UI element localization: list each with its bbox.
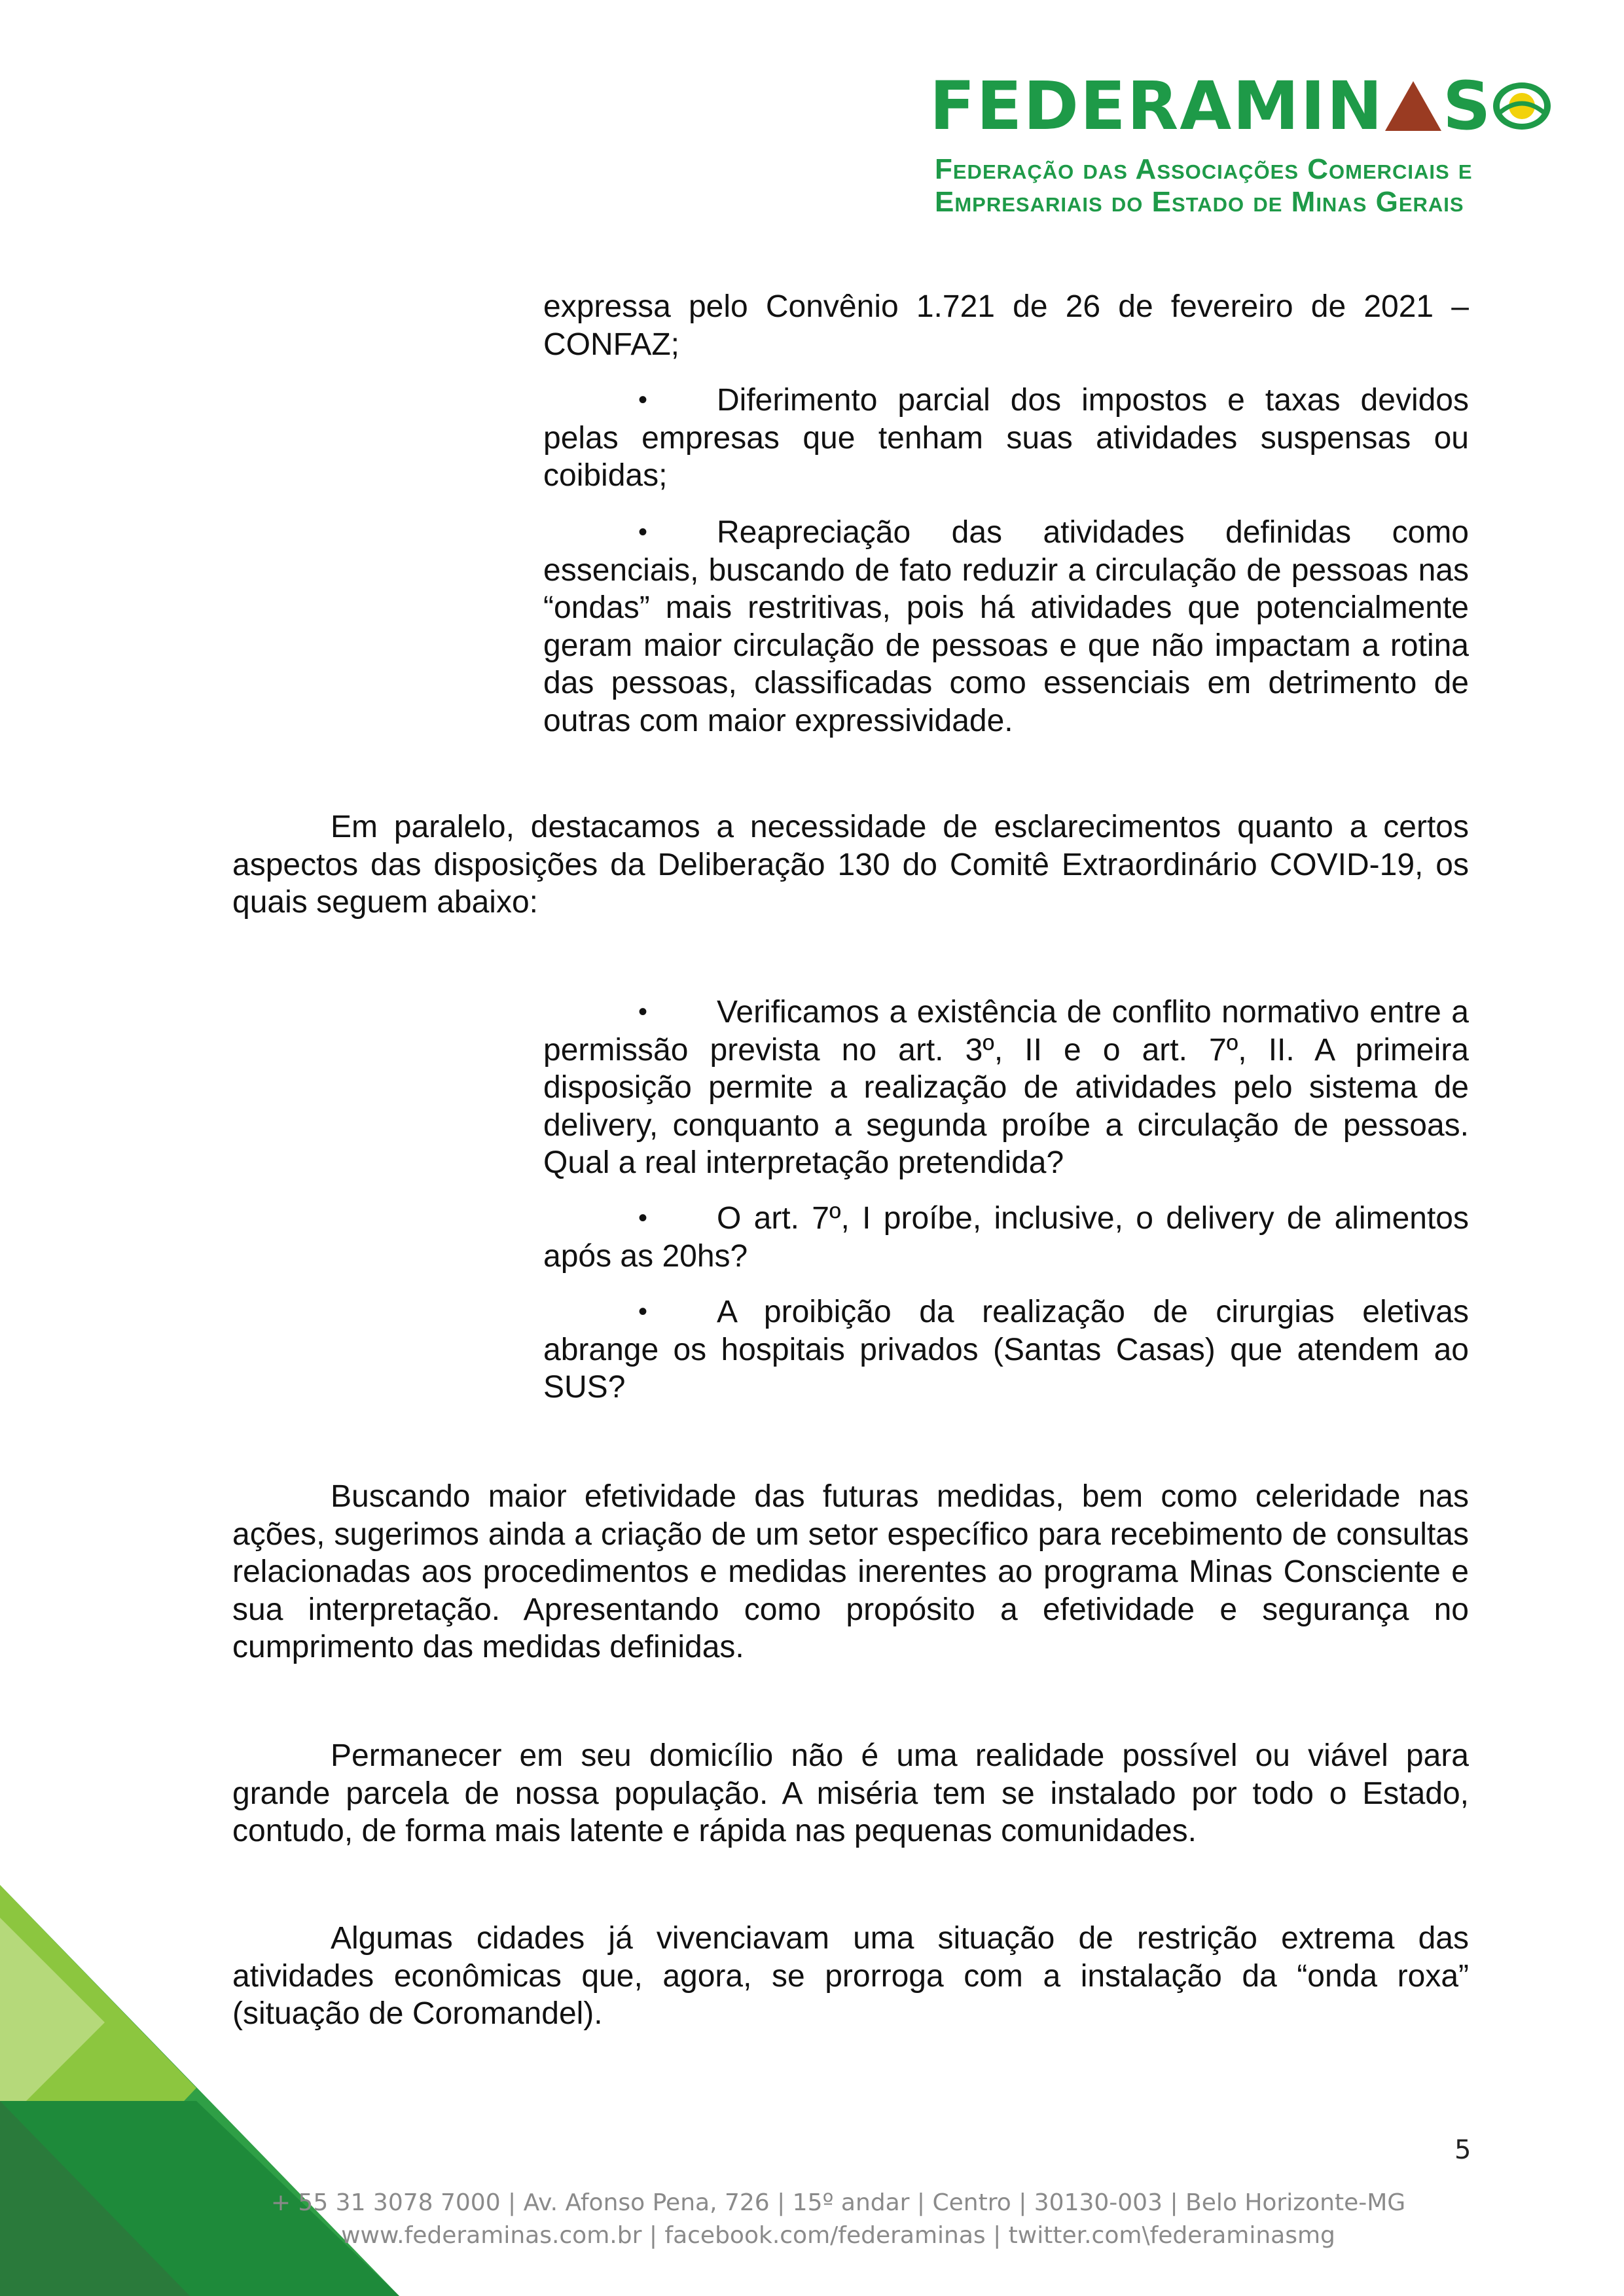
- paragraph-permanecer: Permanecer em seu domicílio não é uma realidade possível ou viável para grande parcela de nossa população. A miséria tem se instalado por todo o Estado, contudo, de forma mais latente e rápida nas pequenas comunidades.: [232, 1738, 1469, 1848]
- bullet-icon: •: [638, 1297, 648, 1326]
- logo-subtitle-line1: Federação das Associações Comerciais e: [935, 153, 1473, 185]
- bullet-icon: •: [638, 518, 648, 547]
- footer-web-links: www.federaminas.com.br | facebook.com/federaminas | twitter.com\federaminasmg: [341, 2222, 1335, 2249]
- paragraph-confaz: expressa pelo Convênio 1.721 de 26 de fevereiro de 2021 – CONFAZ;: [543, 289, 1469, 362]
- logo-wordmark: [929, 67, 1552, 145]
- bullet-icon: •: [638, 386, 648, 414]
- bullet-elective-surgery: A proibição da realização de cirurgias eletivas abrange os hospitais privados (Santas Casas) que atendem ao SUS?: [543, 1295, 1469, 1405]
- paragraph-em-paralelo: Em paralelo, destacamos a necessidade de esclarecimentos quanto a certos aspectos das disposições da Deliberação 130 do Comitê Extraordinário COVID-19, os quais seguem abaixo:: [232, 810, 1469, 920]
- page-number: 5: [1454, 2135, 1471, 2165]
- footer-contact-address: + 55 31 3078 7000 | Av. Afonso Pena, 726 | 15º andar | Centro | 30130-003 | Belo Horizonte-MG: [270, 2189, 1406, 2216]
- bullet-delivery-question: O art. 7º, I proíbe, inclusive, o delivery de alimentos após as 20hs?: [543, 1201, 1469, 1274]
- logo-word-left: FEDERAMIN: [929, 67, 1384, 145]
- bullet-icon: •: [638, 1204, 648, 1232]
- bullet-essential-activities: Reapreciação das atividades definidas como essenciais, buscando de fato reduzir a circulação de pessoas nas “ondas” mais restritivas, pois há atividades que potencialmente geram maior circulação de pessoas e que não impactam a rotina das pessoas, classificadas como essenciais em detrimento de outras com maior expressividade.: [543, 515, 1469, 738]
- paragraph-algumas-cidades: Algumas cidades já vivenciavam uma situação de restrição extrema das atividades econômicas que, agora, se prorroga com a instalação da “onda roxa” (situação de Coromandel).: [232, 1921, 1469, 2031]
- bullet-normative-conflict: Verificamos a existência de conflito normativo entre a permissão prevista no art. 3º, II e o art. 7º, II. A primeira disposição permite a realização de atividades pelo sistema de delivery, conquanto a segunda proíbe a circulação de pessoas. Qual a real interpretação pretendida?: [543, 995, 1469, 1180]
- bullet-icon: •: [638, 997, 648, 1026]
- sun-emblem-icon: [1492, 80, 1552, 132]
- logo-word-right: S: [1443, 67, 1492, 145]
- mountain-triangle-icon: [1384, 80, 1443, 132]
- paragraph-buscando: Buscando maior efetividade das futuras medidas, bem como celeridade nas ações, sugerimos ainda a criação de um setor específico para recebimento de consultas relacionadas aos procedimentos e medidas inerentes ao programa Minas Consciente e sua interpretação. Apresentando como propósito a efetividade e segurança no cumprimento das medidas definidas.: [232, 1479, 1469, 1664]
- logo-subtitle-line2: Empresariais do Estado de Minas Gerais: [935, 186, 1464, 218]
- bullet-deferment: Diferimento parcial dos impostos e taxas devidos pelas empresas que tenham suas atividades suspensas ou coibidas;: [543, 383, 1469, 493]
- federaminas-logo: [929, 67, 1506, 218]
